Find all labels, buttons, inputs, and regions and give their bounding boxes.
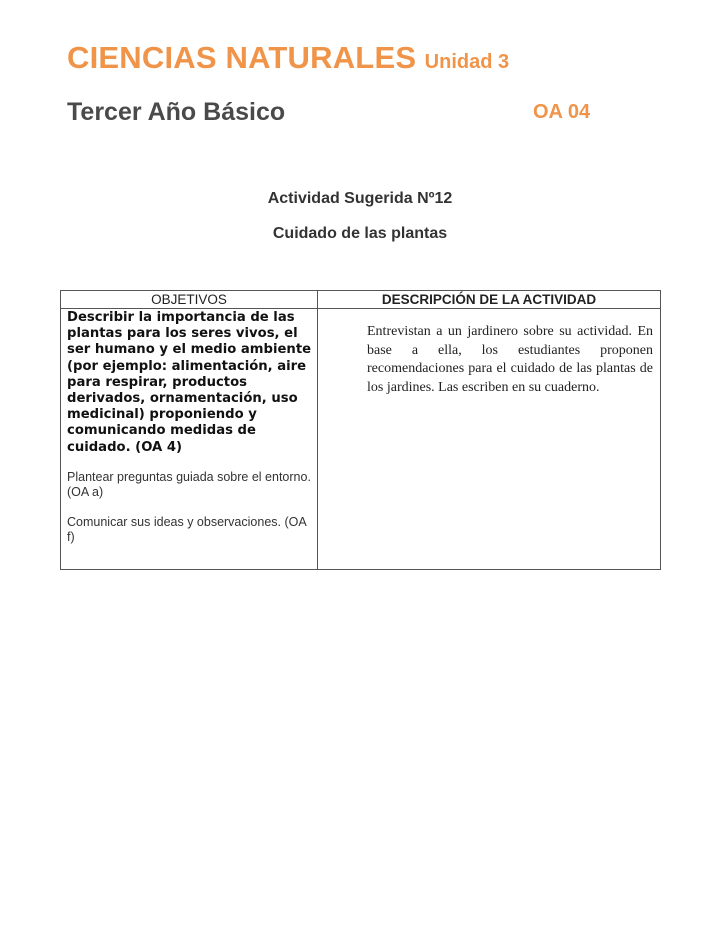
oa-code-label: OA 04 <box>533 101 591 123</box>
activity-title: Cuidado de las plantas <box>272 225 448 242</box>
table-header-row <box>61 291 661 309</box>
activity-table <box>60 290 661 570</box>
objective-main: Describir la importancia de las plantas para los seres vivos, el ser humano y el medio ambiente (por ejemplo: alimentación, aire para respirar, productos derivados, ornamentación, uso medicinal) proponiendo y comunicando medidas de cuidado. (OA 4) <box>67 310 312 455</box>
unit-label: Unidad 3 <box>424 51 510 73</box>
activity-description: Entrevistan a un jardinero sobre su actividad. En base a ella, los estudiantes proponen recomendaciones para el cuidado de las plantas de los jardines. Las escriben en su cuaderno. <box>367 324 653 395</box>
document-title <box>67 40 509 76</box>
description-cell <box>318 309 661 570</box>
objective-secondary-a: Plantear preguntas guiada sobre el entorno. (OA a) <box>67 469 311 500</box>
table-row <box>61 309 661 570</box>
subject-title: CIENCIAS NATURALES <box>67 40 417 75</box>
header-description: DESCRIPCIÓN DE LA ACTIVIDAD <box>318 291 661 309</box>
grade-label: Tercer Año Básico <box>67 98 286 126</box>
objective-secondary-f: Comunicar sus ideas y observaciones. (OA f) <box>67 514 306 545</box>
header-objectives: OBJETIVOS <box>61 291 318 309</box>
activity-number: Actividad Sugerida Nº12 <box>267 190 453 207</box>
objectives-cell <box>61 309 318 570</box>
